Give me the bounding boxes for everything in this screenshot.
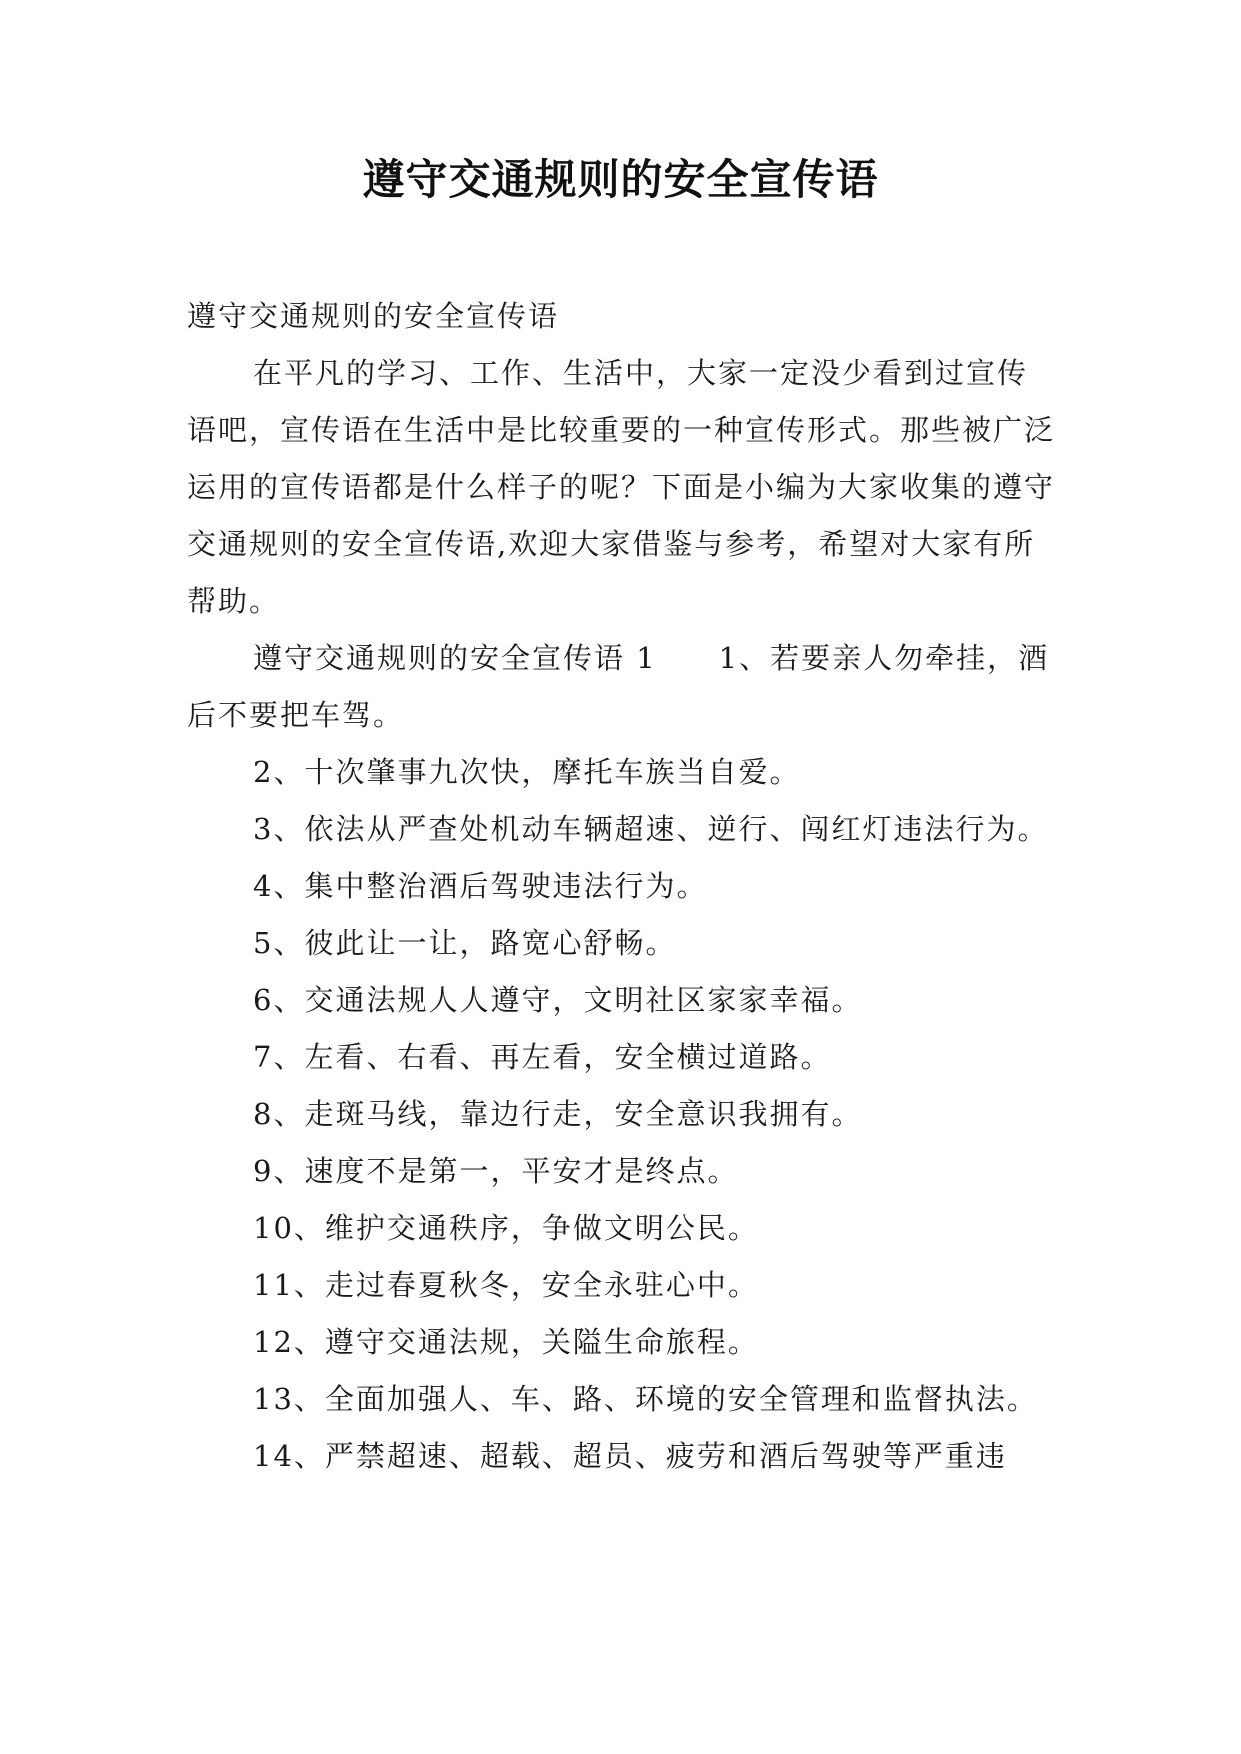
list-item: 8、走斑马线，靠边行走，安全意识我拥有。 <box>253 1097 863 1131</box>
list-item: 7、左看、右看、再左看，安全横过道路。 <box>253 1040 832 1074</box>
list-item: 3、依法从严查处机动车辆超速、逆行、闯红灯违法行为。 <box>253 812 1049 846</box>
list-item: 6、交通法规人人遵守，文明社区家家幸福。 <box>253 983 863 1017</box>
list-item: 13、全面加强人、车、路、环境的安全管理和监督执法。 <box>253 1382 1038 1416</box>
document-subtitle: 遵守交通规则的安全宣传语 <box>187 299 560 333</box>
list-item: 9、速度不是第一，平安才是终点。 <box>253 1154 739 1188</box>
list-item: 5、彼此让一让，路宽心舒畅。 <box>253 926 677 960</box>
list-item: 1、若要亲人勿牵挂，酒后不要把车驾。 <box>187 641 1050 732</box>
list-item: 2、十次肇事九次快，摩托车族当自爱。 <box>253 755 801 789</box>
list-item: 11、走过春夏秋冬，安全永驻心中。 <box>253 1268 759 1302</box>
list-item: 10、维护交通秩序，争做文明公民。 <box>253 1211 759 1245</box>
intro-paragraph: 在平凡的学习、工作、生活中，大家一定没少看到过宣传语吧，宣传语在生活中是比较重要的一种宣传形式。那些被广泛运用的宣传语都是什么样子的呢？下面是小编为大家收集的遵守交通规则的安全宣传语,欢迎大家借鉴与参考，希望对大家有所帮助。 <box>187 356 1056 618</box>
list-item: 12、遵守交通法规，关隘生命旅程。 <box>253 1325 759 1359</box>
document-body <box>187 288 1057 1485</box>
list-item: 14、严禁超速、超载、超员、疲劳和酒后驾驶等严重违 <box>253 1439 1007 1473</box>
list-item: 4、集中整治酒后驾驶违法行为。 <box>253 869 708 903</box>
section-heading: 遵守交通规则的安全宣传语 1 <box>253 641 657 675</box>
document-title: 遵守交通规则的安全宣传语 <box>362 155 879 204</box>
section-paragraph <box>187 630 1057 744</box>
